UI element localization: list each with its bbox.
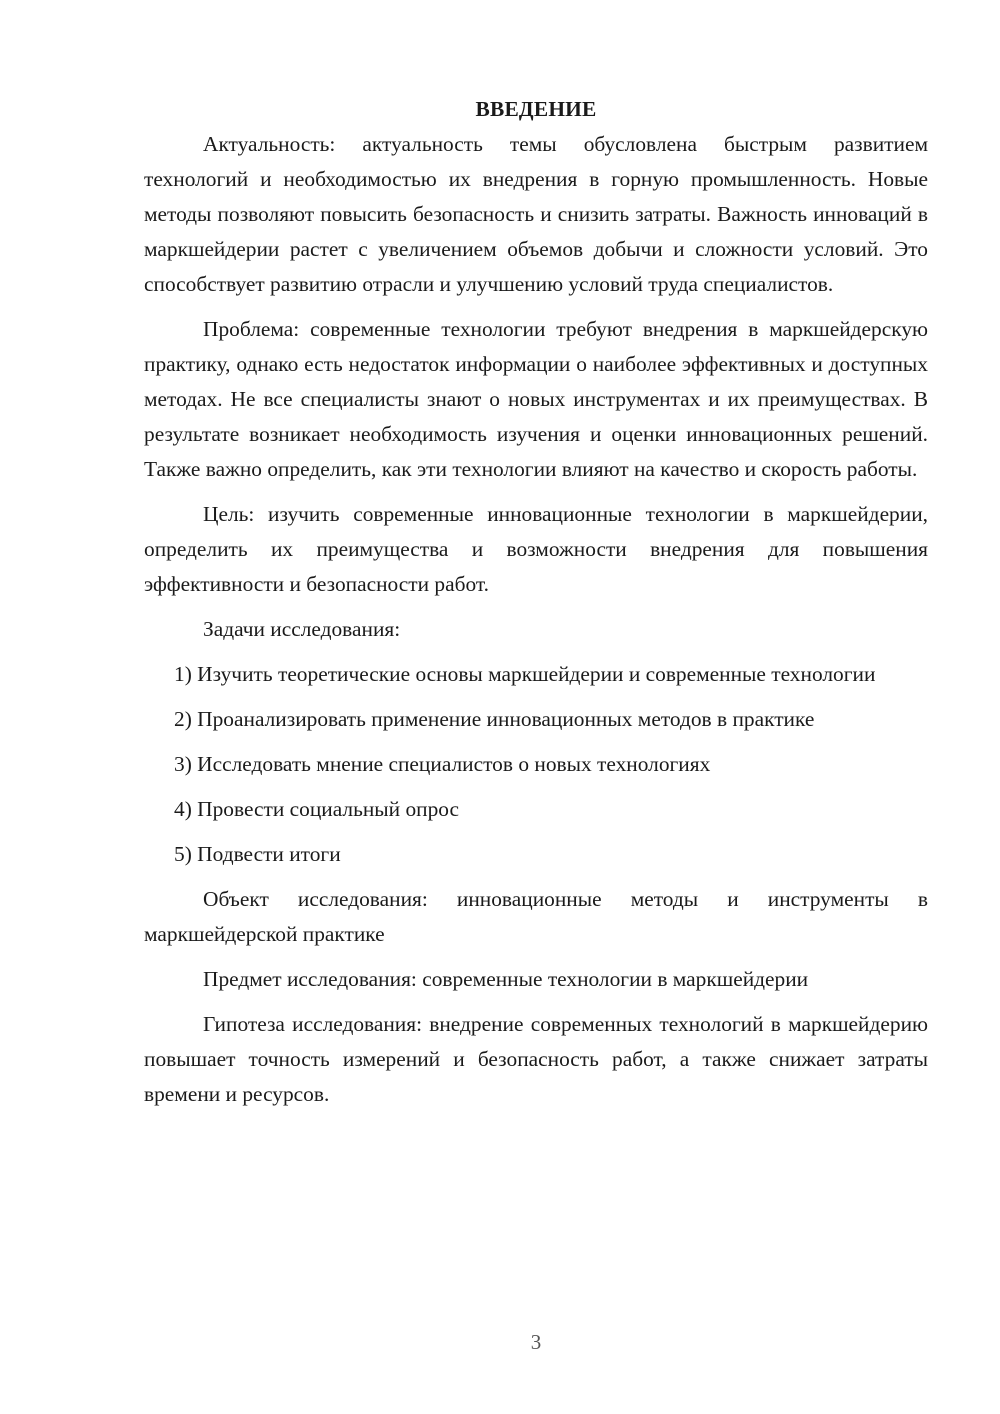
task-item-1: 1) Изучить теоретические основы маркшейдерии и современные технологии <box>174 662 876 686</box>
task-item-4: 4) Провести социальный опрос <box>174 797 460 821</box>
page-number: 3 <box>530 1330 542 1354</box>
goal-paragraph: Цель: изучить современные инновационные технологии в маркшейдерии, определить их преимущества и возможности внедрения для повышения эффективности и безопасности работ. <box>144 502 928 596</box>
hypothesis-paragraph: Гипотеза исследования: внедрение современных технологий в маркшейдерию повышает точность измерений и безопасность работ, а также снижает затраты времени и ресурсов. <box>144 1012 928 1106</box>
relevance-paragraph: Актуальность: актуальность темы обусловлена быстрым развитием технологий и необходимостью их внедрения в горную промышленность. Новые методы позволяют повысить безопасность и снизить затраты. Важность инноваций в маркшейдерии растет с увеличением объемов добычи и сложности условий. Это способствует развитию отрасли и улучшению условий труда специалистов. <box>144 132 928 296</box>
object-paragraph: Объект исследования: инновационные методы и инструменты в маркшейдерской практике <box>144 887 928 946</box>
task-item-5: 5) Подвести итоги <box>174 842 341 866</box>
tasks-list <box>144 657 928 872</box>
subject-paragraph: Предмет исследования: современные технологии в маркшейдерии <box>203 967 809 991</box>
task-item-2: 2) Проанализировать применение инновационных методов в практике <box>174 707 815 731</box>
tasks-title: Задачи исследования: <box>203 617 401 641</box>
section-heading: ВВЕДЕНИЕ <box>475 97 597 121</box>
problem-paragraph: Проблема: современные технологии требуют внедрения в маркшейдерскую практику, однако есть недостаток информации о наиболее эффективных и доступных методах. Не все специалисты знают о новых инструментах и их преимуществах. В результате возникает необходимость изучения и оценки инновационных решений. Также важно определить, как эти технологии влияют на качество и скорость работы. <box>144 317 928 481</box>
document-page <box>144 92 928 1122</box>
task-item-3: 3) Исследовать мнение специалистов о новых технологиях <box>174 752 711 776</box>
